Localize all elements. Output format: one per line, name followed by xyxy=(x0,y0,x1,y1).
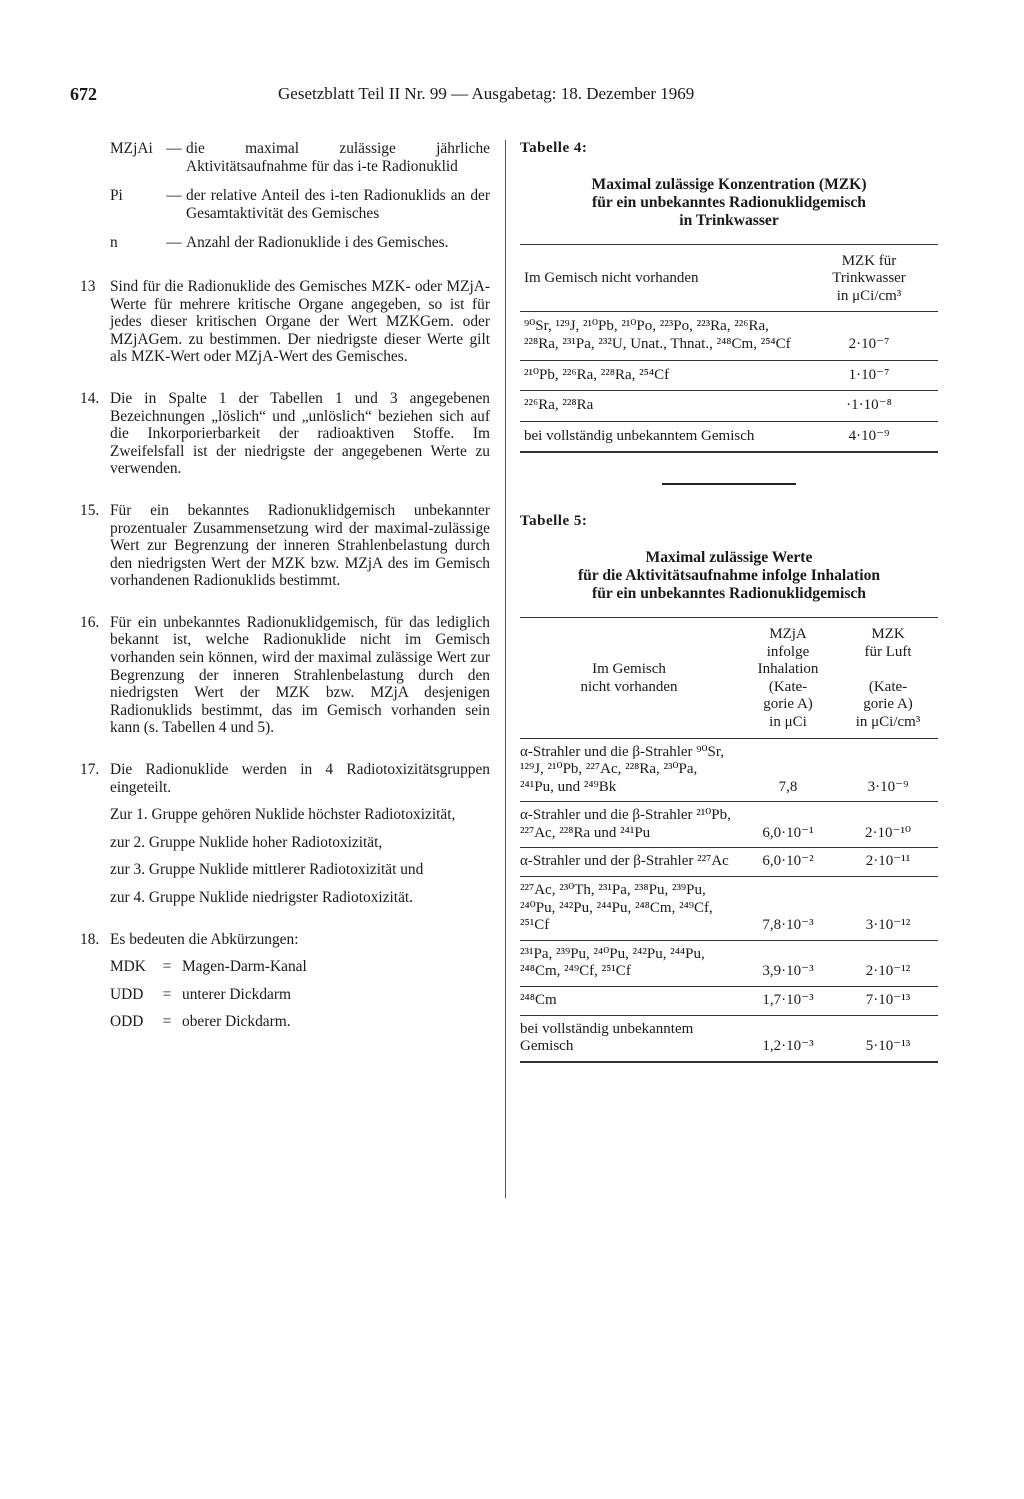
paragraph-18 xyxy=(80,931,490,1031)
table4-title-line: in Trinkwasser xyxy=(679,211,779,229)
page-number: 672 xyxy=(70,84,97,104)
header-line: infolge xyxy=(766,643,810,660)
nuclides-cell: ²¹⁰Pb, ²²⁶Ra, ²²⁸Ra, ²⁵⁴Cf xyxy=(520,360,800,391)
mzja-cell: 3,9·10⁻³ xyxy=(738,940,838,986)
table4-label: Tabelle 4: xyxy=(520,140,588,156)
paragraph-14 xyxy=(80,390,490,478)
abbreviation-meaning: Magen-Darm-Kanal xyxy=(182,958,307,976)
table-row xyxy=(520,312,938,360)
paragraph-number: 15. xyxy=(80,501,100,519)
definition-symbol: Pi xyxy=(110,187,123,205)
definition-symbol: MZjAi xyxy=(110,140,153,157)
separator-rule xyxy=(662,483,796,485)
table-row xyxy=(520,877,938,941)
paragraph-number: 16. xyxy=(80,613,100,631)
header-line: in μCi/cm³ xyxy=(855,713,921,730)
paragraph-13 xyxy=(80,278,490,366)
paragraph-17 xyxy=(80,761,490,907)
nuclides-cell: ²³¹Pa, ²³⁹Pu, ²⁴⁰Pu, ²⁴²Pu, ²⁴⁴Pu, ²⁴⁸Cm, ²⁴⁹Cf, ²⁵¹Cf xyxy=(520,940,738,986)
paragraph-number: 17. xyxy=(80,761,100,779)
definition-text: die maximal zulässige jährliche Aktivitätsaufnahme für das i-te Radionuklid xyxy=(186,140,490,175)
mzja-cell: 7,8 xyxy=(738,738,838,802)
paragraph-number: 13 xyxy=(80,277,96,295)
definition-symbol: n xyxy=(110,234,118,252)
table4 xyxy=(520,244,938,454)
group-line: zur 4. Gruppe Nuklide niedrigster Radiotoxizität. xyxy=(110,889,414,906)
value-cell: 2·10⁻⁷ xyxy=(800,312,938,360)
value-cell: 1·10⁻⁷ xyxy=(800,360,938,391)
paragraph-text: Die in Spalte 1 der Tabellen 1 und 3 angegebenen Bezeichnungen „löslich“ und „unlöslich“ beziehen sich auf die Inkorporierbarkeit der radioaktiven Stoffe. Im Zweifelsfall ist der niedrigste der angegebenen Werte zu verwenden. xyxy=(110,389,490,478)
abbreviation-list xyxy=(110,958,490,1031)
table5-col1-header xyxy=(520,617,738,738)
mzk-cell: 5·10⁻¹³ xyxy=(838,1015,938,1062)
equals-sign: = xyxy=(162,958,172,976)
right-column xyxy=(520,140,938,1063)
table-row xyxy=(520,987,938,1016)
table4-col2-header xyxy=(800,244,938,312)
abbreviation-meaning: unterer Dickdarm xyxy=(182,985,291,1003)
nuclides-cell: ⁹⁰Sr, ¹²⁹J, ²¹⁰Pb, ²¹⁰Po, ²²³Po, ²²³Ra, ²²⁶Ra, ²²⁸Ra, ²³¹Pa, ²³²U, Unat., Thnat., ²⁴⁸Cm, ²⁵⁴Cf xyxy=(520,312,800,360)
mzja-cell: 6,0·10⁻² xyxy=(738,848,838,877)
table4-title-line: für ein unbekanntes Radionuklidgemisch xyxy=(592,193,866,211)
left-column xyxy=(80,140,490,1031)
paragraph-text: Für ein bekanntes Radionuklidgemisch unbekannter prozentualer Zusammensetzung wird der maximal-zulässige Wert zur Begrenzung der inneren Strahlenbelastung durch den niedrigsten Wert der MZK bzw. MZjA des im Gemisch vorhandenen Radionuklids bestimmt. xyxy=(110,501,490,590)
header-line: gorie A) xyxy=(763,696,813,713)
abbreviation-row xyxy=(110,986,490,1004)
abbreviation: UDD xyxy=(110,985,144,1003)
equals-sign: = xyxy=(162,1013,172,1031)
table5-title xyxy=(520,549,938,603)
table-row xyxy=(520,421,938,452)
table-row xyxy=(520,848,938,877)
group-line: zur 3. Gruppe Nuklide mittlerer Radiotoxizität und xyxy=(110,861,424,879)
header-line: gorie A) xyxy=(863,696,913,713)
header-line xyxy=(842,661,934,679)
mzk-cell: 2·10⁻¹¹ xyxy=(838,848,938,877)
header-line: MZK xyxy=(871,625,905,642)
header-line: Inhalation xyxy=(757,661,819,678)
mzk-cell: 7·10⁻¹³ xyxy=(838,987,938,1016)
mzja-cell: 1,2·10⁻³ xyxy=(738,1015,838,1062)
mzk-cell: 2·10⁻¹⁰ xyxy=(838,802,938,848)
header-line: MZjA xyxy=(769,625,807,642)
definition-dash: — xyxy=(166,234,182,252)
abbreviation-meaning: oberer Dickdarm. xyxy=(182,1013,291,1031)
abbreviation: ODD xyxy=(110,1013,144,1031)
table-row xyxy=(520,802,938,848)
table-row xyxy=(520,360,938,391)
abbreviation-row xyxy=(110,1013,490,1031)
table5-col2-header xyxy=(738,617,838,738)
paragraph-number: 18. xyxy=(80,930,100,948)
paragraph-text: Es bedeuten die Abkürzungen: xyxy=(110,930,299,948)
group-line: zur 2. Gruppe Nuklide hoher Radiotoxizität, xyxy=(110,833,383,851)
header-line: in μCi/cm³ xyxy=(836,287,902,304)
definition-row xyxy=(80,140,490,175)
value-cell: 4·10⁻⁹ xyxy=(800,421,938,452)
header-line: Trinkwasser xyxy=(832,270,906,287)
header-line: für Luft xyxy=(864,643,912,660)
definition-dash: — xyxy=(166,187,182,205)
nuclides-cell: ²⁴⁸Cm xyxy=(520,987,738,1016)
table-row xyxy=(520,391,938,422)
header-line: (Kate- xyxy=(868,678,908,695)
definition-row xyxy=(80,187,490,222)
abbreviation-row xyxy=(110,958,490,976)
table-row xyxy=(520,738,938,802)
table-row xyxy=(520,940,938,986)
page-header xyxy=(70,84,940,108)
nuclides-cell: bei vollständig unbekanntem Gemisch xyxy=(520,1015,738,1062)
equals-sign: = xyxy=(162,985,172,1003)
nuclides-cell: α-Strahler und die β-Strahler ⁹⁰Sr, ¹²⁹J, ²¹⁰Pb, ²²⁷Ac, ²²⁸Ra, ²³⁰Pa, ²⁴¹Pu, und ²⁴⁹Bk xyxy=(520,738,738,802)
table4-title-line: Maximal zulässige Konzentration (MZK) xyxy=(591,175,867,193)
mzja-cell: 1,7·10⁻³ xyxy=(738,987,838,1016)
table-row xyxy=(520,1015,938,1062)
table5-title-line: für die Aktivitätsaufnahme infolge Inhalation xyxy=(577,566,881,584)
nuclides-cell: ²²⁷Ac, ²³⁰Th, ²³¹Pa, ²³⁸Pu, ²³⁹Pu, ²⁴⁰Pu, ²⁴²Pu, ²⁴⁴Pu, ²⁴⁸Cm, ²⁴⁹Cf, ²⁵¹Cf xyxy=(520,877,738,941)
paragraph-number: 14. xyxy=(80,389,100,407)
table5-label: Tabelle 5: xyxy=(520,513,588,530)
definition-row xyxy=(80,234,490,252)
header-line: MZK für xyxy=(841,252,897,269)
mzja-cell: 7,8·10⁻³ xyxy=(738,877,838,941)
table5-col3-header xyxy=(838,617,938,738)
table5-title-line: Maximal zulässige Werte xyxy=(645,548,813,566)
paragraph-text: Sind für die Radionuklide des Gemisches MZK- oder MZjA-Werte für mehrere kritische Organe angegeben, so ist für jedes dieser kritischen Organe der Wert MZKGem. oder MZjAGem. zu bestimmen. Der niedrigste dieser Werte gilt als MZK-Wert oder MZjA-Wert des Gemisches. xyxy=(110,277,490,366)
mzja-cell: 6,0·10⁻¹ xyxy=(738,802,838,848)
header-line: nicht vorhanden xyxy=(580,678,678,695)
header-line: (Kate- xyxy=(768,678,808,695)
nuclides-cell: α-Strahler und der β-Strahler ²²⁷Ac xyxy=(520,848,738,877)
table5-title-line: für ein unbekanntes Radionuklidgemisch xyxy=(592,584,866,602)
nuclides-cell: α-Strahler und die β-Strahler ²¹⁰Pb, ²²⁷Ac, ²²⁸Ra und ²⁴¹Pu xyxy=(520,802,738,848)
definition-text: der relative Anteil des i-ten Radionuklids an der Gesamtaktivität des Gemisches xyxy=(186,187,490,222)
column-divider xyxy=(505,140,506,1198)
paragraph-16 xyxy=(80,614,490,737)
header-line: Im Gemisch xyxy=(592,661,666,678)
nuclides-cell: ²²⁶Ra, ²²⁸Ra xyxy=(520,391,800,422)
mzk-cell: 3·10⁻¹² xyxy=(838,877,938,941)
nuclides-cell: bei vollständig unbekanntem Gemisch xyxy=(520,421,800,452)
table4-title xyxy=(520,176,938,230)
group-line: Zur 1. Gruppe gehören Nuklide höchster Radiotoxizität, xyxy=(110,806,456,824)
running-title: Gesetzblatt Teil II Nr. 99 — Ausgabetag: 18. Dezember 1969 xyxy=(278,84,695,103)
mzk-cell: 3·10⁻⁹ xyxy=(838,738,938,802)
abbreviation: MDK xyxy=(110,958,146,976)
table4-col1-header: Im Gemisch nicht vorhanden xyxy=(520,244,800,312)
definition-dash: — xyxy=(166,140,182,157)
header-line: in μCi xyxy=(769,713,807,730)
value-cell: ·1·10⁻⁸ xyxy=(800,391,938,422)
mzk-cell: 2·10⁻¹² xyxy=(838,940,938,986)
table5 xyxy=(520,617,938,1063)
paragraph-text: Die Radionuklide werden in 4 Radiotoxizitätsgruppen eingeteilt. xyxy=(110,761,490,796)
paragraph-text: Für ein unbekanntes Radionuklidgemisch, für das lediglich bekannt ist, welche Radionuklide nicht im Gemisch vorhanden sein können, wird der maximal zulässige Wert zur Begrenzung der inneren Strahlenbelastung durch den niedrigsten Wert der MZK bzw. MZjA desjenigen Radionuklids bestimmt, das im Gemisch vorhanden sein kann (s. Tabellen 4 und 5). xyxy=(110,613,490,737)
paragraph-15 xyxy=(80,502,490,590)
definition-text: Anzahl der Radionuklide i des Gemisches. xyxy=(186,234,449,252)
